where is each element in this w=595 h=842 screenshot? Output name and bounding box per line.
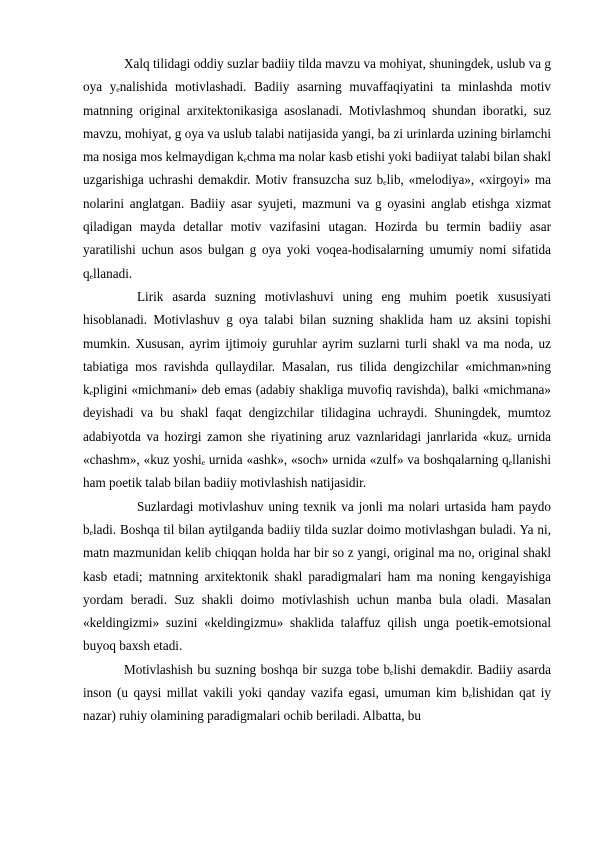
paragraph-motiv-definition: Xalq tilidagi oddiy suzlar badiiy tilda mavzu va mohiyat, shuningdek, uslub va g oya yₑnalishida motivlashadi. Badiiy asarning muvaffaqiyatini ta minlashda motiv matnning original arxitektonikasiga asoslanadi. Motivlashmoq shundan iboratki, suz mavzu, mohiyat, g oya va uslub talabi natijasida yangi, ba zi urinlarda uzining birlamchi ma nosiga mos kelmaydigan kₑchma ma nolar kasb etishi yoki badiiyat talabi bilan shakl uzgarishiga uchrashi demakdir. Motiv fransuzcha suz bₑlib, «melodiya», «xirgoyi» ma nolarini anglatgan. Badiiy asar syujeti, mazmuni va g oyasini anglab etishga xizmat qiladigan mayda detallar motiv vazifasini utagan. Hozirda bu termin badiiy asar yaratilishi uchun asos bulgan g oya yoki voqea-hodisalarning umumiy nomi sifatida qₑllanadi. bbox=[83, 56, 551, 281]
document-page bbox=[83, 52, 551, 728]
paragraph-suzlardagi-motivlashuv: Suzlardagi motivlashuv uning texnik va jonli ma nolari urtasida ham paydo bₑladi. Boshqa til bilan aytilganda badiiy tilda suzlar doimo motivlashgan buladi. Ya ni, matn mazmunidan kelib chiqqan holda har bir so z yangi, original ma no, original shakl kasb etadi; matnning arxitektonik shakl paradigmalari ham ma noning kengayishiga yordam beradi. Suz shakli doimo motivlashish uchun manba bula oladi. Masalan «keldingizmi» suzini «keldingizmu» shaklida talaffuz qilish unga poetik-emotsional buyoq baxsh etadi. bbox=[83, 498, 551, 654]
paragraph-lirik-motivlashuv: Lirik asarda suzning motivlashuvi uning eng muhim poetik xususiyati hisoblanadi. Motivlashuv g oya talabi bilan suzning shaklida ham uz aksini topishi mumkin. Xususan, ayrim ijtimoiy guruhlar ayrim suzlarni turli shakl va ma noda, uz tabiatiga mos ravishda qullaydilar. Masalan, rus tilida dengizchilar «michman»ning kₑpligini «michmani» deb emas (adabiy shakliga muvofiq ravishda), balki «michmana» deyishadi va bu shakl faqat dengizchilar tilidagina uchraydi. Shuningdek, mumtoz adabiyotda va hozirgi zamon she riyatining aruz vaznlaridagi janrlarida «kuzₑ urnida «chashm», «kuz yoshiₑ urnida «ashk», «soch» urnida «zulf» va boshqalarning qₑllanishi ham poetik talab bilan badiiy motivlashish natijasidir. bbox=[83, 288, 551, 491]
paragraph-motivlashish-tobe: Motivlashish bu suzning boshqa bir suzga tobe bₑlishi demakdir. Badiiy asarda inson (u qaysi millat vakili yoki qanday vazifa egasi, umuman kim bₑlishidan qat iy nazar) ruhiy olamining paradigmalari ochib beriladi. Albatta, bu bbox=[83, 661, 551, 724]
